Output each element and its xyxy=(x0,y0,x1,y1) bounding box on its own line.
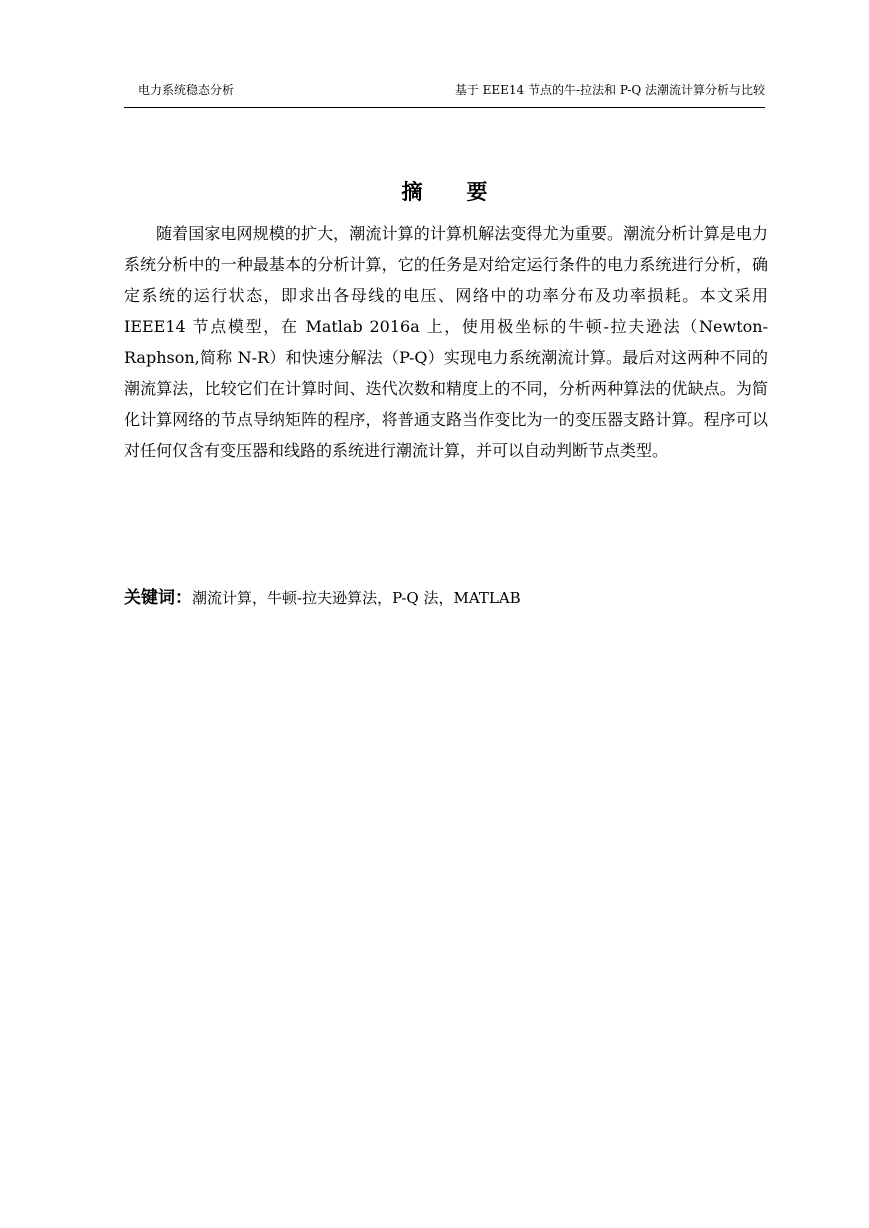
keywords-text: 潮流计算，牛顿-拉夫逊算法，P-Q 法，MATLAB xyxy=(192,589,521,607)
keywords-line xyxy=(124,584,768,612)
abstract-heading: 摘要 xyxy=(401,179,532,204)
page-header xyxy=(124,80,765,108)
header-paper-title: 基于 EEE14 节点的牛-拉法和 P-Q 法潮流计算分析与比较 xyxy=(454,83,765,97)
abstract-body: 随着国家电网规模的扩大，潮流计算的计算机解法变得尤为重要。潮流分析计算是电力系统分析中的一种最基本的分析计算，它的任务是对给定运行条件的电力系统进行分析，确定系统的运行状态，即求出各母线的电压、网络中的功率分布及功率损耗。本文采用 IEEE14 节点模型，在 Matlab 2016a 上，使用极坐标的牛顿-拉夫逊法（Newton-Raphson,简称 N-R）和快速分解法（P-Q）实现电力系统潮流计算。最后对这两种不同的潮流算法，比较它们在计算时间、迭代次数和精度上的不同，分析两种算法的优缺点。为简化计算网络的节点导纳矩阵的程序，将普通支路当作变比为一的变压器支路计算。程序可以对任何仅含有变压器和线路的系统进行潮流计算，并可以自动判断节点类型。 xyxy=(124,224,768,460)
keywords-label: 关键词： xyxy=(124,588,192,608)
header-course-title: 电力系统稳态分析 xyxy=(138,83,235,97)
